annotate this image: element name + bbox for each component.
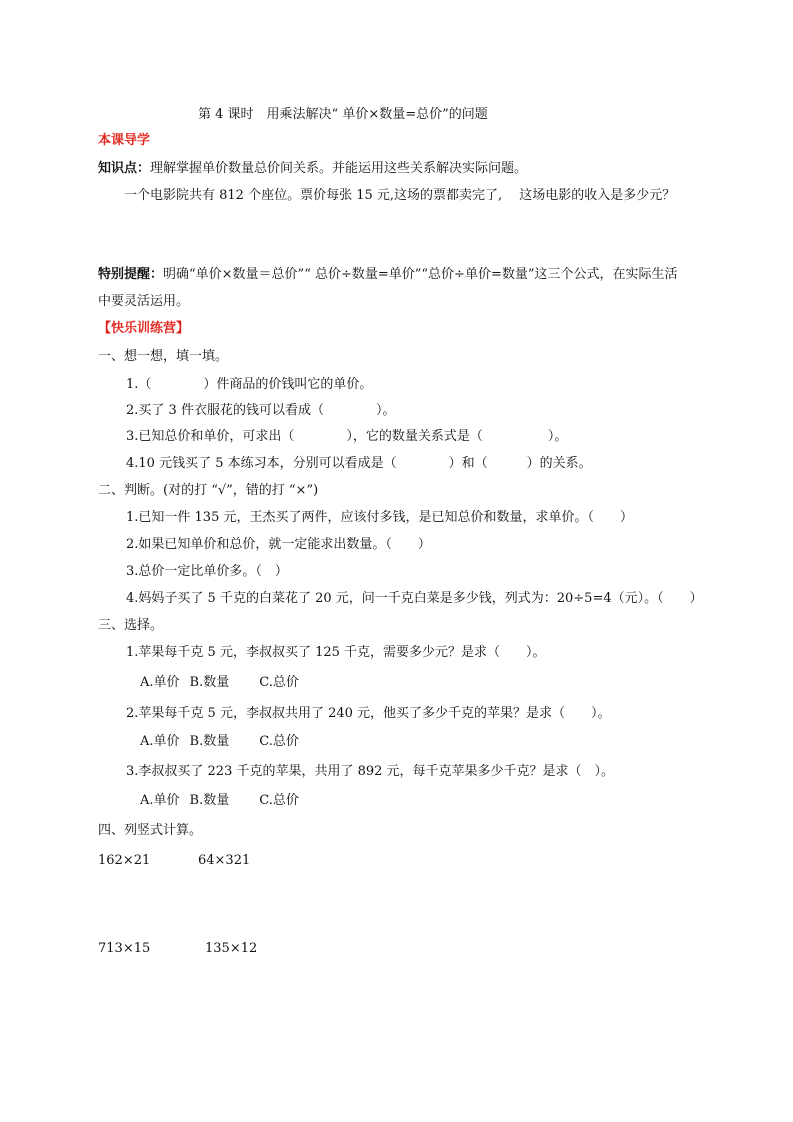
knowledge-label: 知识点： (98, 161, 151, 176)
option-a: A.单价 (140, 793, 180, 808)
section1-item-1: 1.（ ）件商品的价钱叫它的单价。 (126, 377, 373, 392)
calc-problem-2: 64×321 (198, 853, 251, 868)
option-c: C.总价 (259, 675, 299, 690)
section2-heading: 二、判断。(对的打 “√”，错的打 “×”) (98, 483, 319, 498)
option-c: C.总价 (259, 793, 299, 808)
calc-problem-3: 713×15 (98, 941, 151, 956)
section1-heading: 一、想一想，填一填。 (98, 349, 229, 364)
reminder-text-1: 明确“单价×数量＝总价”“ 总价÷数量=单价”“总价÷单价=数量”这三个公式，在实际生活 (163, 267, 678, 282)
option-a: A.单价 (140, 734, 180, 749)
calc-problem-4: 135×12 (205, 941, 258, 956)
option-b: B.数量 (189, 734, 230, 749)
section2-item-4: 4.妈妈子买了 5 千克的白菜花了 20 元，问一千克白菜是多少钱，列式为：20÷5=4（元）。（ ） (126, 591, 703, 606)
knowledge-point (98, 160, 527, 178)
reminder-label: 特别提醒： (98, 267, 164, 282)
section3-question-1: 1.苹果每千克 5 元，李叔叔买了 125 千克，需要多少元？是求（ ）。 (126, 645, 546, 660)
section3-heading: 三、选择。 (98, 618, 164, 633)
reminder-line-1 (98, 266, 678, 284)
section3-options-3 (140, 792, 299, 810)
section3-question-2: 2.苹果每千克 5 元，李叔叔共用了 240 元，他买了多少千克的苹果？是求（ ）。 (126, 706, 611, 721)
section1-item-3: 3.已知总价和单价，可求出（ ），它的数量关系式是（ ）。 (126, 429, 568, 444)
section3-options-1 (140, 674, 299, 692)
section1-item-4: 4.10 元钱买了 5 本练习本，分别可以看成是（ ）和（ ）的关系。 (126, 456, 592, 471)
section4-heading: 四、列竖式计算。 (98, 823, 203, 838)
example-problem: 一个电影院共有 812 个座位。票价每张 15 元,这场的票都卖完了, 这场电影的收入是多少元？ (124, 188, 676, 203)
page-title: 第 4 课时 用乘法解决“ 单价×数量=总价”的问题 (198, 107, 488, 122)
option-b: B.数量 (189, 675, 230, 690)
knowledge-text: 理解掌握单价数量总价间关系。并能运用这些关系解决实际问题。 (150, 161, 528, 176)
calc-problem-1: 162×21 (98, 853, 151, 868)
guide-heading: 本课导学 (98, 133, 151, 148)
option-a: A.单价 (140, 675, 180, 690)
section3-question-3: 3.李叔叔买了 223 千克的苹果，共用了 892 元，每千克苹果多少千克？是求（ ）。 (126, 764, 615, 779)
section2-item-3: 3.总价一定比单价多。（ ） (126, 564, 288, 579)
option-c: C.总价 (259, 734, 299, 749)
camp-heading: 【快乐训练营】 (98, 321, 190, 336)
section1-item-2: 2.买了 3 件衣服花的钱可以看成（ ）。 (126, 403, 396, 418)
section2-item-2: 2.如果已知单价和总价，就一定能求出数量。（ ） (126, 537, 431, 552)
option-b: B.数量 (189, 793, 230, 808)
section3-options-2 (140, 733, 299, 751)
section2-item-1: 1.已知一件 135 元，王杰买了两件，应该付多钱，是已知总价和数量，求单价。（ ） (126, 510, 633, 525)
reminder-line-2: 中要灵活运用。 (98, 294, 190, 309)
